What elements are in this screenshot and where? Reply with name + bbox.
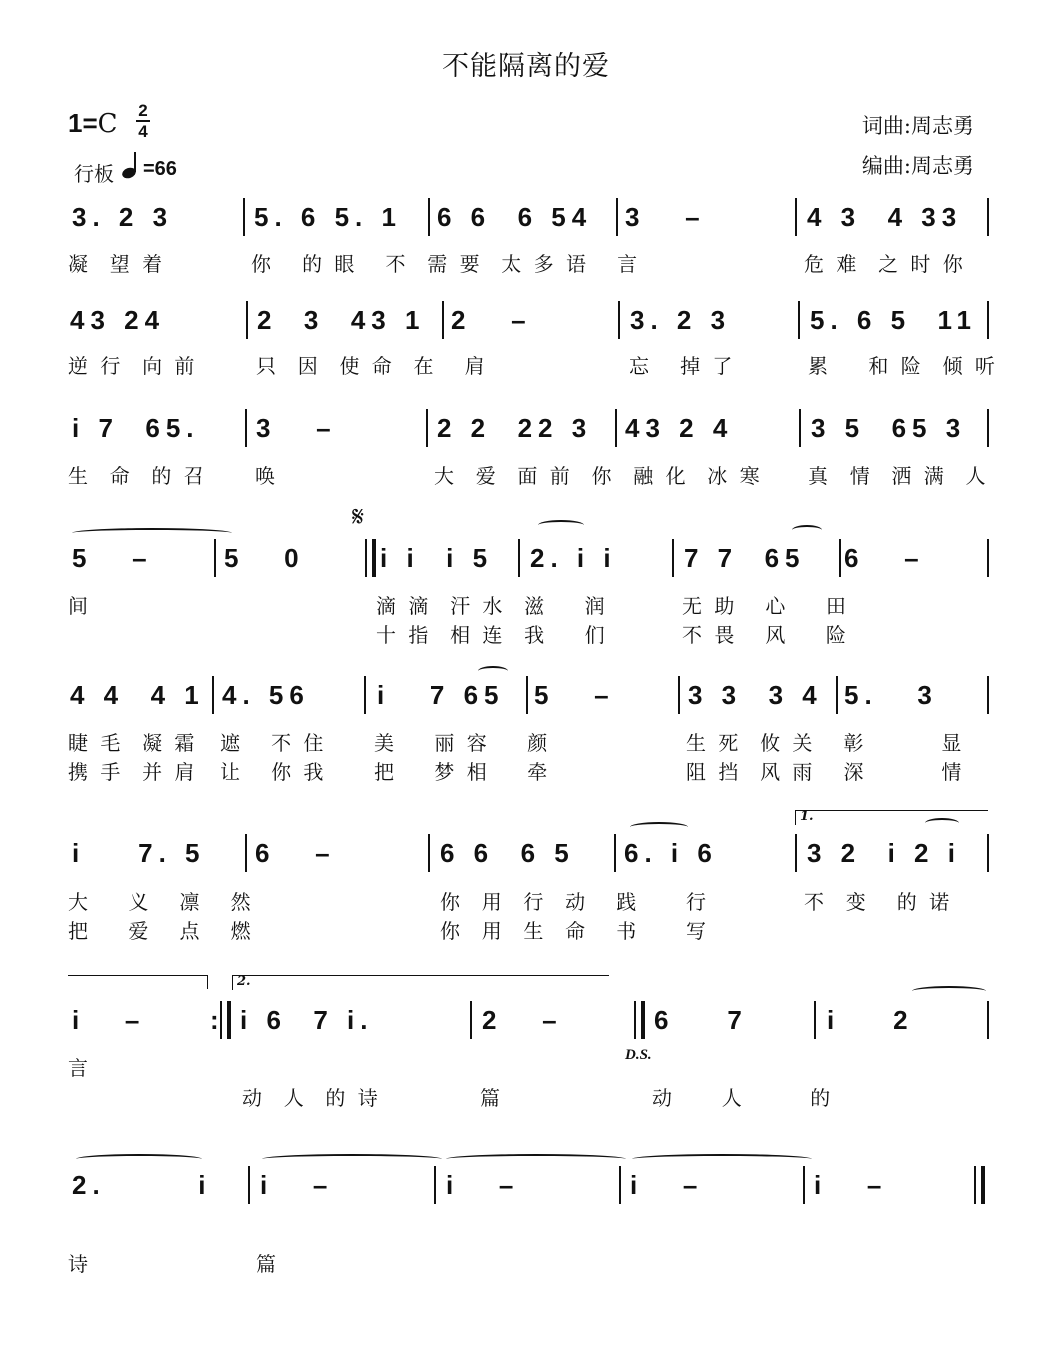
lyric: 真 情 洒 满 人 (808, 464, 989, 488)
lyric: 言 (68, 1056, 91, 1080)
lyric: 你 的 眼 不 需 要 太 多 语 言 (251, 252, 641, 276)
lyric: 间 (68, 594, 91, 618)
lyrics-row-2 (62, 350, 998, 378)
lyrics-row-4b (62, 619, 994, 645)
notation-row-3 (62, 411, 994, 449)
notation-row-8 (62, 1168, 994, 1206)
tie-arc (446, 1154, 626, 1164)
measure: 5 – (72, 543, 153, 573)
measure: 2 3 43 1 (257, 305, 426, 335)
notation-row-2 (62, 303, 994, 341)
lyrics-row-6a (62, 886, 994, 912)
lyric: 滴 滴 汗 水 滋 润 (376, 594, 608, 618)
notation-row-6 (62, 836, 994, 874)
lyric: 阻 挡 风 雨 深 情 (686, 760, 965, 784)
lyric: 你 用 生 命 书 写 (440, 919, 710, 943)
time-bottom: 4 (138, 122, 148, 141)
quarter-note-icon (120, 150, 144, 180)
tie-arc (912, 986, 986, 996)
measure: 5 – (534, 680, 615, 710)
tie-arc (630, 822, 688, 832)
measure: 5. 6 5. 1 (254, 202, 402, 232)
lyric: 让 你 我 (220, 760, 327, 784)
measure: i – (814, 1170, 888, 1200)
notation-row-1 (62, 200, 994, 238)
measure: 3 – (256, 413, 337, 443)
key-letter: C (97, 109, 118, 139)
notation-row-5 (62, 678, 994, 716)
measure: 43 2 4 (625, 413, 734, 443)
lyrics-row-3 (62, 460, 994, 486)
measure: i 6 7 i. (240, 1005, 374, 1035)
second-ending: 2. (232, 975, 609, 990)
lyric: 逆 行 向 前 (68, 354, 198, 378)
lyric: 把 梦 相 牵 (374, 760, 551, 784)
tie-arc (72, 528, 232, 538)
lyric: 把 爱 点 燃 (68, 919, 254, 943)
lyric: 生 死 攸 关 彰 显 (686, 731, 965, 755)
first-ending: 1. (795, 810, 988, 825)
measure: 5. 6 5 11 (810, 305, 977, 335)
lyric: 只 因 使 命 在 肩 (256, 354, 488, 378)
lyric: 睫 毛 凝 霜 (68, 731, 198, 755)
key-signature (68, 108, 118, 139)
measure: 6 6 6 5 (440, 838, 575, 868)
segno-sign: 𝄋 (352, 500, 365, 533)
tie-arc (262, 1154, 442, 1164)
lyrics-row-1 (62, 248, 994, 274)
lyric: 累 和 险 倾 听 (808, 354, 998, 378)
measure: 3 2 i 2 i (807, 838, 961, 868)
lyric: 遮 不 住 (220, 731, 327, 755)
key-prefix: 1= (68, 108, 98, 138)
credit-lyrics-music: 词曲:周志勇 (861, 114, 974, 138)
lyric: 忘 掉 了 (629, 354, 736, 378)
measure: 2. i (72, 1170, 212, 1200)
measure: 2 – (451, 305, 532, 335)
tie-arc (538, 520, 584, 530)
measure: 6 – (255, 838, 336, 868)
dal-segno: D.S. (625, 1047, 652, 1063)
tie-arc (76, 1154, 202, 1164)
measure: 3 5 65 3 (811, 413, 967, 443)
lyric: 你 用 行 动 践 行 (440, 890, 710, 914)
lyrics-row-4a (62, 590, 994, 616)
measure: 4. 56 (222, 680, 310, 710)
lyric: 无 助 心 田 (682, 594, 849, 618)
lyric: 不 畏 风 险 (682, 623, 849, 647)
measure: 6. i 6 (624, 838, 718, 868)
measure: 3. 2 3 (630, 305, 732, 335)
measure: 3 – (625, 202, 706, 232)
measure: 3. 2 3 (72, 202, 174, 232)
measure: i – (72, 1005, 146, 1035)
lyric: 篇 (480, 1086, 503, 1110)
measure: i – (446, 1170, 520, 1200)
lyric: 生 命 的 召 (68, 464, 207, 488)
measure: 5 0 (224, 543, 305, 573)
measure: 7 7 65 (684, 543, 806, 573)
tie-arc (792, 525, 822, 535)
credit-arrangement: 编曲:周志勇 (861, 154, 974, 178)
lyrics-row-7b (62, 1082, 994, 1108)
measure: i i i 5 (380, 543, 494, 573)
lyric: 十 指 相 连 我 们 (376, 623, 608, 647)
measure: 5. 3 (844, 680, 938, 710)
measure: i – (630, 1170, 704, 1200)
lyric: 携 手 并 肩 (68, 760, 198, 784)
lyrics-row-5b (62, 756, 994, 782)
lyrics-row-8 (62, 1248, 994, 1274)
tempo-value: =66 (143, 158, 177, 180)
time-top: 2 (138, 101, 148, 120)
lyric: 诗 (68, 1252, 91, 1276)
measure: 2. i i (530, 543, 617, 573)
lyric: 危 难 之 时 你 (804, 252, 966, 276)
lyric: 美 丽 容 颜 (374, 731, 551, 755)
lyric: 动 人 的 (652, 1086, 834, 1110)
measure: 3 3 3 4 (688, 680, 823, 710)
notation-row-7: i – : i 6 7 i. 2 – 6 7 i 2 (62, 1003, 994, 1041)
lyric: 不 变 的 诺 (804, 890, 953, 914)
time-signature (136, 102, 150, 140)
measure: 6 6 6 54 (437, 202, 593, 232)
measure: i 7 65 (377, 680, 505, 710)
measure: i 7 65. (72, 413, 200, 443)
tie-arc (632, 1154, 812, 1164)
tie-arc (478, 666, 508, 676)
notation-row-4 (62, 541, 994, 579)
measure: 4 4 4 1 (70, 680, 205, 710)
measure: 2 2 22 3 (437, 413, 593, 443)
measure: 43 24 (70, 305, 166, 335)
measure: i – (260, 1170, 334, 1200)
song-title: 不能隔离的爱 (442, 51, 610, 82)
lyric: 唤 (255, 464, 278, 488)
tempo-word: 行板 (74, 162, 114, 186)
lyrics-row-5a (62, 727, 994, 753)
lyrics-row-7a (62, 1052, 994, 1078)
measure: 2 – (482, 1005, 563, 1035)
lyric: 凝 望 着 (68, 252, 166, 276)
measure: 4 3 4 33 (807, 202, 963, 232)
lyric: 篇 (256, 1252, 279, 1276)
measure: i 7. 5 (72, 838, 206, 868)
lyric: 大 义 凛 然 (68, 890, 254, 914)
lyrics-row-6b (62, 915, 994, 941)
measure: 6 7 (654, 1005, 748, 1035)
measure: 6 – (844, 543, 925, 573)
measure: i 2 (827, 1005, 914, 1035)
lyric: 动 人 的 诗 (242, 1086, 381, 1110)
lyric: 大 爱 面 前 你 融 化 冰 寒 (434, 464, 763, 488)
